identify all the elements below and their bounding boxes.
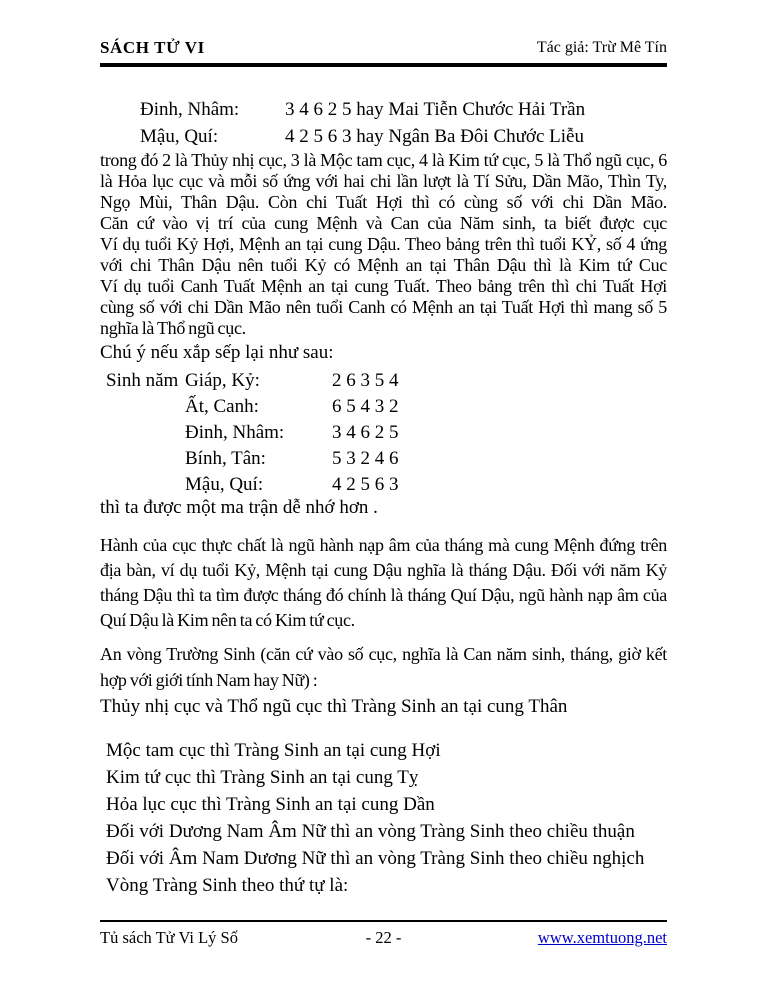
body-line: thì ta được một ma trận dễ nhớ hơn . — [100, 497, 378, 518]
body-line: tháng Dậu thì ta tìm được tháng đó chính là tháng Quí Dậu, ngũ hành nạp âm của — [100, 585, 667, 605]
body-line: trong đó 2 là Thủy nhị cục, 3 là Mộc tam cục, 4 là Kim tứ cục, 5 là Thổ ngũ cục, 6 — [100, 150, 667, 170]
matrix-note — [100, 497, 667, 519]
page-header — [100, 38, 667, 67]
list-item: Hỏa lục cục thì Tràng Sinh an tại cung Dần — [106, 794, 435, 815]
body-line: Ví dụ tuổi Kỷ Hợi, Mệnh an tại cung Dậu. Theo bảng trên thì tuổi KỶ, số 4 ứng — [100, 234, 667, 254]
author-credit: Tác giả: Trừ Mê Tín — [536, 39, 667, 56]
table-value: 2 6 3 5 4 — [332, 370, 399, 391]
stem-value: 3 4 6 2 5 hay Mai Tiễn Chước Hải Trần — [285, 99, 586, 120]
body-line: địa bàn, ví dụ tuổi Kỷ, Mệnh tại cung Dậu nghĩa là tháng Dậu. Đối với năm Kỷ — [100, 560, 667, 580]
body-line: Chú ý nếu xắp sếp lại như sau: — [100, 342, 334, 363]
body-line: Ví dụ tuổi Canh Tuất Mệnh an tại cung Tuất. Theo bảng trên thì chi Tuất Hợi — [100, 276, 667, 296]
note-line — [100, 342, 667, 364]
table-label: Đinh, Nhâm: — [185, 422, 285, 443]
list-item: Vòng Tràng Sinh theo thứ tự là: — [106, 875, 349, 896]
body-line: Ngọ Mùi, Thân Dậu. Còn chi Tuất Hợi thì có cùng số với chi Dần Mão. — [100, 192, 667, 212]
body-line: cùng số với chi Dần Mão nên tuổi Canh có Mệnh an tại Tuất Hợi thì mang số 5 — [100, 297, 667, 317]
table-row — [106, 472, 673, 498]
trang-sinh-rules-list — [100, 737, 673, 899]
table-row — [106, 394, 673, 420]
thuy-nhi-cuc-line — [100, 696, 667, 718]
body-line: Hành của cục thực chất là ngũ hành nạp âm của tháng mà cung Mệnh đứng trên — [100, 535, 667, 555]
body-line: Thủy nhị cục và Thổ ngũ cục thì Tràng Sinh an tại cung Thân — [100, 696, 568, 717]
page-footer — [100, 920, 667, 948]
table-label: Ất, Canh: — [185, 396, 259, 417]
table-value: 3 4 6 2 5 — [332, 422, 399, 443]
body-line: với chi Thân Dậu nên tuổi Kỷ có Mệnh an tại Thân Dậu thì là Kim tứ Cuc — [100, 255, 667, 275]
list-item: Đối với Âm Nam Dương Nữ thì an vòng Tràng Sinh theo chiều nghịch — [106, 848, 645, 869]
table-value: 6 5 4 3 2 — [332, 396, 399, 417]
table-value: 5 3 2 4 6 — [332, 448, 399, 469]
paragraph-an-vong-truong-sinh — [100, 641, 667, 693]
stem-value: 4 2 5 6 3 hay Ngân Ba Đôi Chước Liễu — [285, 126, 584, 147]
body-line: hợp với giới tính Nam hay Nữ) : — [100, 670, 318, 690]
body-line: là Hỏa lục cục và mỗi số ứng với hai chi lần lượt là Tí Sửu, Dần Mão, Thìn Ty, — [100, 171, 667, 191]
book-title: SÁCH TỬ VI — [100, 38, 205, 57]
stem-label: Mậu, Quí: — [140, 126, 219, 147]
body-line: nghĩa là Thổ ngũ cục. — [100, 318, 246, 338]
table-label: Giáp, Kỷ: — [185, 370, 260, 391]
body-line: An vòng Trường Sinh (căn cứ vào số cục, nghĩa là Can năm sinh, tháng, giờ kết — [100, 644, 667, 664]
list-item: Đối với Dương Nam Âm Nữ thì an vòng Tràng Sinh theo chiều thuận — [106, 821, 635, 842]
table-value: 4 2 5 6 3 — [332, 474, 399, 495]
birth-year-table — [100, 368, 673, 498]
table-row — [106, 420, 673, 446]
stem-row — [100, 96, 667, 123]
website-link[interactable]: www.xemtuong.net — [537, 928, 667, 947]
stem-row — [100, 123, 667, 150]
table-row — [106, 368, 673, 394]
page-number: - 22 - — [365, 928, 402, 947]
table-row — [106, 446, 673, 472]
list-item: Mộc tam cục thì Tràng Sinh an tại cung Hợi — [106, 740, 441, 761]
paragraph-cuc-explanation — [100, 150, 667, 339]
stem-label: Đinh, Nhâm: — [140, 99, 240, 120]
paragraph-hanh-cua-cuc — [100, 533, 667, 633]
body-line: Quí Dậu là Kim nên ta có Kim tứ cục. — [100, 610, 355, 630]
table-label: Mậu, Quí: — [185, 474, 264, 495]
footer-series-title: Tủ sách Tử Vi Lý Số — [100, 928, 238, 947]
list-item: Kim tứ cục thì Tràng Sinh an tại cung Tỵ — [106, 767, 419, 788]
table-label: Bính, Tân: — [185, 448, 266, 469]
body-line: Căn cứ vào vị trí của cung Mệnh và Can của Năm sinh, ta biết được cục — [100, 213, 667, 233]
row-header: Sinh năm — [106, 370, 179, 391]
stem-number-lines — [100, 96, 667, 150]
